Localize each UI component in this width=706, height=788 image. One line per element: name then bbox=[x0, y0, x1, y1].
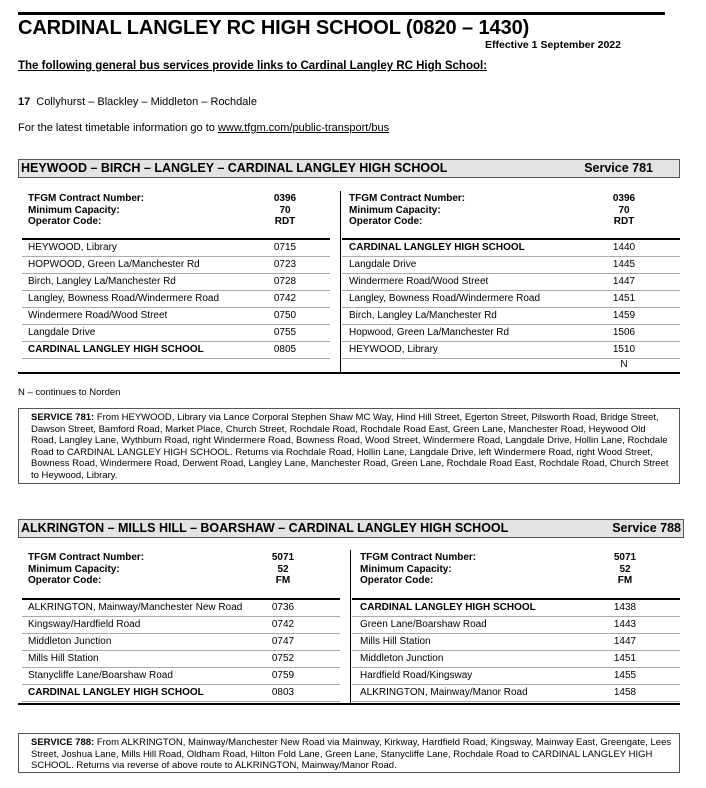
pm-stop-name: Green Lane/Boarshaw Road bbox=[360, 619, 487, 630]
service-781-header bbox=[18, 159, 680, 178]
pm-stop-time: 1451 bbox=[613, 653, 637, 664]
pm-stop-time: 1459 bbox=[612, 310, 636, 321]
am-stop-time: 0747 bbox=[271, 636, 295, 647]
row-separator bbox=[22, 256, 330, 257]
row-separator bbox=[22, 616, 340, 617]
pm-contract-values: 0396 70 RDT bbox=[612, 193, 636, 227]
row-separator bbox=[342, 290, 680, 291]
am-stop-name: CARDINAL LANGLEY HIGH SCHOOL bbox=[28, 687, 204, 698]
pm-stop-time: 1445 bbox=[612, 259, 636, 270]
am-stop-time: 0759 bbox=[271, 670, 295, 681]
service-788-number: Service 788 bbox=[612, 521, 681, 535]
row-separator bbox=[342, 307, 680, 308]
am-stop-time: 0742 bbox=[273, 293, 297, 304]
am-header-rule bbox=[22, 238, 330, 240]
am-stop-name: Stanycliffe Lane/Boarshaw Road bbox=[28, 670, 173, 681]
service-788-route-box bbox=[18, 733, 680, 773]
row-separator bbox=[22, 273, 330, 274]
am-stop-name: Birch, Langley La/Manchester Rd bbox=[28, 276, 176, 287]
pm-contract-labels: TFGM Contract Number: Minimum Capacity: Operator Code: bbox=[360, 552, 477, 586]
service-781-number: Service 781 bbox=[584, 161, 653, 175]
row-separator bbox=[22, 341, 330, 342]
table-bottom-rule bbox=[18, 372, 680, 374]
effective-date: Effective 1 September 2022 bbox=[485, 39, 621, 51]
service-788-header bbox=[18, 519, 684, 538]
pm-stop-name: Langdale Drive bbox=[349, 259, 417, 270]
row-separator bbox=[22, 307, 330, 308]
pm-stop-name: Birch, Langley La/Manchester Rd bbox=[349, 310, 497, 321]
row-separator bbox=[342, 341, 680, 342]
row-separator bbox=[22, 650, 340, 651]
pm-stop-time: 1438 bbox=[613, 602, 637, 613]
document-title: CARDINAL LANGLEY RC HIGH SCHOOL (0820 – 1430) bbox=[18, 17, 530, 39]
row-separator bbox=[22, 684, 340, 685]
service-781-route-box bbox=[18, 408, 680, 484]
row-separator bbox=[342, 324, 680, 325]
row-separator bbox=[352, 667, 680, 668]
service-17-route: Collyhurst – Blackley – Middleton – Rochdale bbox=[36, 96, 257, 108]
row-separator bbox=[352, 684, 680, 685]
row-separator bbox=[22, 358, 330, 359]
intro-heading: The following general bus services provide links to Cardinal Langley RC High School: bbox=[18, 60, 488, 72]
am-stop-time: 0750 bbox=[273, 310, 297, 321]
am-stop-time: 0715 bbox=[273, 242, 297, 253]
pm-stop-time: 1506 bbox=[612, 327, 636, 338]
am-stop-name: ALKRINGTON, Mainway/Manchester New Road bbox=[28, 602, 243, 613]
service-788-table bbox=[18, 550, 680, 705]
am-stop-time: 0805 bbox=[273, 344, 297, 355]
table-bottom-rule bbox=[18, 703, 680, 705]
pm-stop-name: Mills Hill Station bbox=[360, 636, 431, 647]
am-stop-name: Langdale Drive bbox=[28, 327, 96, 338]
am-stop-time: 0723 bbox=[273, 259, 297, 270]
am-stop-name: HOPWOOD, Green La/Manchester Rd bbox=[28, 259, 200, 270]
row-separator bbox=[22, 633, 340, 634]
pm-stop-time: 1447 bbox=[613, 636, 637, 647]
row-separator bbox=[22, 290, 330, 291]
pm-stop-name: CARDINAL LANGLEY HIGH SCHOOL bbox=[349, 242, 525, 253]
am-stop-name: CARDINAL LANGLEY HIGH SCHOOL bbox=[28, 344, 204, 355]
row-separator bbox=[22, 324, 330, 325]
am-stop-time: 0752 bbox=[271, 653, 295, 664]
row-separator bbox=[342, 273, 680, 274]
timetable-link[interactable]: www.tfgm.com/public-transport/bus bbox=[217, 122, 390, 134]
pm-header-rule bbox=[342, 238, 680, 240]
pm-stop-time: 1458 bbox=[613, 687, 637, 698]
pm-stop-time: 1440 bbox=[612, 242, 636, 253]
am-stop-time: 0728 bbox=[273, 276, 297, 287]
pm-stop-name: ALKRINGTON, Mainway/Manor Road bbox=[360, 687, 528, 698]
am-contract-labels: TFGM Contract Number: Minimum Capacity: Operator Code: bbox=[28, 193, 145, 227]
am-header-rule bbox=[22, 598, 340, 600]
am-stop-time: 0755 bbox=[273, 327, 297, 338]
pm-stop-name: HEYWOOD, Library bbox=[349, 344, 438, 355]
pm-stop-name: Hopwood, Green La/Manchester Rd bbox=[349, 327, 510, 338]
pm-contract-labels: TFGM Contract Number: Minimum Capacity: Operator Code: bbox=[349, 193, 466, 227]
pm-stop-time: 1447 bbox=[612, 276, 636, 287]
timetable-prefix: For the latest timetable information go to bbox=[18, 122, 218, 134]
service-781-route-text: From HEYWOOD, Library via Lance Corporal Stephen Shaw MC Way, Hind Hill Street, Egerton Street, Pilsworth Road, Bridge Street, Dawson Street, Bamford Road, Market Place, Church Street, Rochdale Road, Rochdale Road East, Green Lane, Manchester Road, Heywood Old Road, Langley Lane, Wythburn Road, right Windermere Road, Bowness Road, Wood Street, Windermere Road, Langdale Drive, Hollin Lane, Rochdale Road to CARDINAL LANGLEY HIGH SCHOOL. Returns via Rochdale Road, Hollin Lane, Langdale Drive, left Windermere Road, right Wood Street, Bowness Road, Windermere Road, Derwent Road, Langley Lane, Manchester Road, Green Lane, Rochdale Road East, Rochdale Road, Church Street to Heywood, Library. bbox=[31, 412, 669, 481]
am-stop-name: Middleton Junction bbox=[28, 636, 112, 647]
row-separator bbox=[352, 633, 680, 634]
row-separator bbox=[352, 650, 680, 651]
pm-contract-values: 5071 52 FM bbox=[613, 552, 637, 586]
service-788-title: ALKRINGTON – MILLS HILL – BOARSHAW – CARDINAL LANGLEY HIGH SCHOOL bbox=[21, 521, 509, 535]
am-stop-name: Mills Hill Station bbox=[28, 653, 99, 664]
am-stop-name: Windermere Road/Wood Street bbox=[28, 310, 168, 321]
am-stop-time: 0803 bbox=[271, 687, 295, 698]
service-788-route-text: From ALKRINGTON, Mainway/Manchester New Road via Mainway, Kirkway, Hardfield Road, Kingsway, Mainway East, Greengate, Lees Street, Joshua Lane, Mills Hill Road, Oldham Road, Hilton Fold Lane, Green Lane, Stanycliffe Lane, Rochdale Road to CARDINAL LANGLEY HIGH SCHOOL. Returns via reverse of above route to ALKRINGTON, Mainway/Manor Road. bbox=[31, 737, 672, 772]
service-17-line bbox=[18, 96, 257, 108]
column-divider bbox=[350, 550, 351, 705]
service-781-table bbox=[18, 191, 680, 374]
am-stop-name: HEYWOOD, Library bbox=[28, 242, 117, 253]
pm-stop-time: 1451 bbox=[612, 293, 636, 304]
pm-stop-name: Windermere Road/Wood Street bbox=[349, 276, 489, 287]
pm-stop-name: Langley, Bowness Road/Windermere Road bbox=[349, 293, 541, 304]
pm-stop-name: CARDINAL LANGLEY HIGH SCHOOL bbox=[360, 602, 536, 613]
pm-stop-time: 1510 bbox=[612, 344, 636, 355]
row-separator bbox=[22, 667, 340, 668]
am-stop-name: Langley, Bowness Road/Windermere Road bbox=[28, 293, 220, 304]
pm-stop-time: 1443 bbox=[613, 619, 637, 630]
am-stop-time: 0742 bbox=[271, 619, 295, 630]
service-781-route-label: SERVICE 781: bbox=[31, 412, 95, 423]
service-17-number: 17 bbox=[18, 96, 31, 108]
column-divider bbox=[340, 191, 341, 374]
service-788-route-label: SERVICE 788: bbox=[31, 737, 95, 748]
row-separator bbox=[352, 701, 680, 702]
row-separator bbox=[352, 616, 680, 617]
am-stop-time: 0736 bbox=[271, 602, 295, 613]
am-contract-values: 0396 70 RDT bbox=[273, 193, 297, 227]
am-contract-values: 5071 52 FM bbox=[271, 552, 295, 586]
row-separator bbox=[22, 701, 340, 702]
top-rule bbox=[18, 12, 665, 15]
row-separator bbox=[342, 256, 680, 257]
pm-stop-name: Middleton Junction bbox=[360, 653, 444, 664]
pm-note-code: N bbox=[620, 359, 628, 370]
pm-stop-name: Hardfield Road/Kingsway bbox=[360, 670, 473, 681]
pm-header-rule bbox=[352, 598, 680, 600]
timetable-info bbox=[18, 122, 389, 134]
am-contract-labels: TFGM Contract Number: Minimum Capacity: Operator Code: bbox=[28, 552, 145, 586]
am-stop-name: Kingsway/Hardfield Road bbox=[28, 619, 141, 630]
footnote: N – continues to Norden bbox=[18, 387, 121, 398]
service-781-title: HEYWOOD – BIRCH – LANGLEY – CARDINAL LANGLEY HIGH SCHOOL bbox=[21, 161, 448, 175]
pm-stop-time: 1455 bbox=[613, 670, 637, 681]
